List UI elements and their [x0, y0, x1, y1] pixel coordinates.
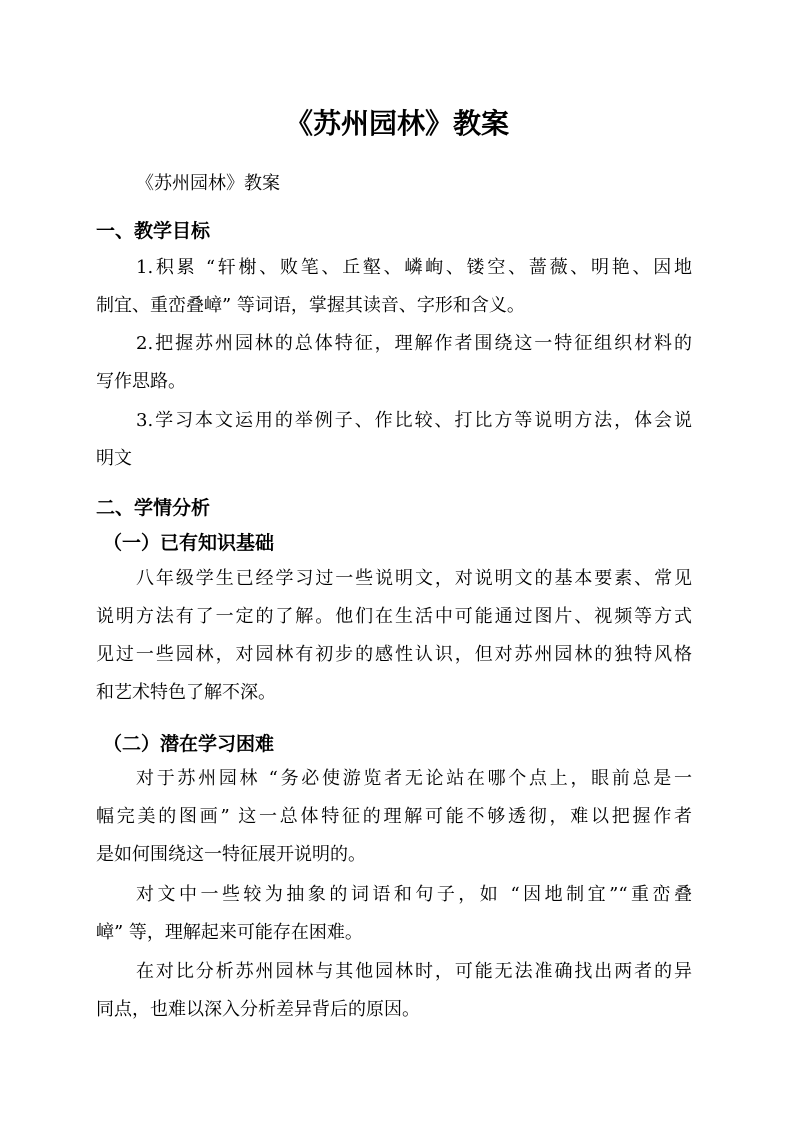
- goal-1-line-2: 制宜、重峦叠嶂” 等词语，掌握其读音、字形和含义。: [96, 295, 525, 316]
- goal-3-line-1: 3.学习本文运用的举例子、作比较、打比方等说明方法，体会说: [136, 410, 692, 431]
- difficulty-3-line-2: 同点，也难以深入分析差异背后的原因。: [96, 999, 420, 1020]
- goal-1-line-1: 1.积累 “轩榭、败笔、丘壑、嶙峋、镂空、蔷薇、明艳、因地: [136, 257, 692, 278]
- goal-2-line-1: 2.把握苏州园林的总体特征，理解作者围绕这一特征组织材料的: [136, 333, 692, 354]
- section-heading-student-analysis: 二、学情分析: [96, 497, 211, 519]
- difficulty-2-line-2: 嶂” 等，理解起来可能存在困难。: [96, 922, 363, 943]
- section-heading-teaching-goals: 一、教学目标: [96, 220, 211, 242]
- prior-knowledge-line-2: 说明方法有了一定的了解。他们在生活中可能通过图片、视频等方式: [96, 606, 692, 627]
- difficulty-3-line-1: 在对比分析苏州园林与其他园林时，可能无法准确找出两者的异: [136, 961, 692, 982]
- difficulty-1-line-2: 幅完美的图画” 这一总体特征的理解可能不够透彻，难以把握作者: [96, 806, 692, 827]
- goal-3-line-2: 明文: [96, 448, 132, 469]
- document-title: 《苏州园林》教案: [284, 107, 509, 140]
- goal-2-line-2: 写作思路。: [96, 371, 186, 392]
- subsection-heading-prior-knowledge: （一）已有知识基础: [103, 532, 275, 554]
- difficulty-1-line-3: 是如何围绕这一特征展开说明的。: [96, 844, 366, 865]
- prior-knowledge-line-1: 八年级学生已经学习过一些说明文，对说明文的基本要素、常见: [136, 568, 692, 589]
- subsection-heading-learning-difficulties: （二）潜在学习困难: [103, 733, 275, 755]
- difficulty-1-line-1: 对于苏州园林 “务必使游览者无论站在哪个点上，眼前总是一: [136, 768, 692, 789]
- document-subtitle: 《苏州园林》教案: [136, 173, 280, 194]
- difficulty-2-line-1: 对文中一些较为抽象的词语和句子，如 “因地制宜”“重峦叠: [136, 884, 692, 905]
- prior-knowledge-line-3: 见过一些园林，对园林有初步的感性认识，但对苏州园林的独特风格: [96, 644, 692, 665]
- prior-knowledge-line-4: 和艺术特色了解不深。: [96, 682, 276, 703]
